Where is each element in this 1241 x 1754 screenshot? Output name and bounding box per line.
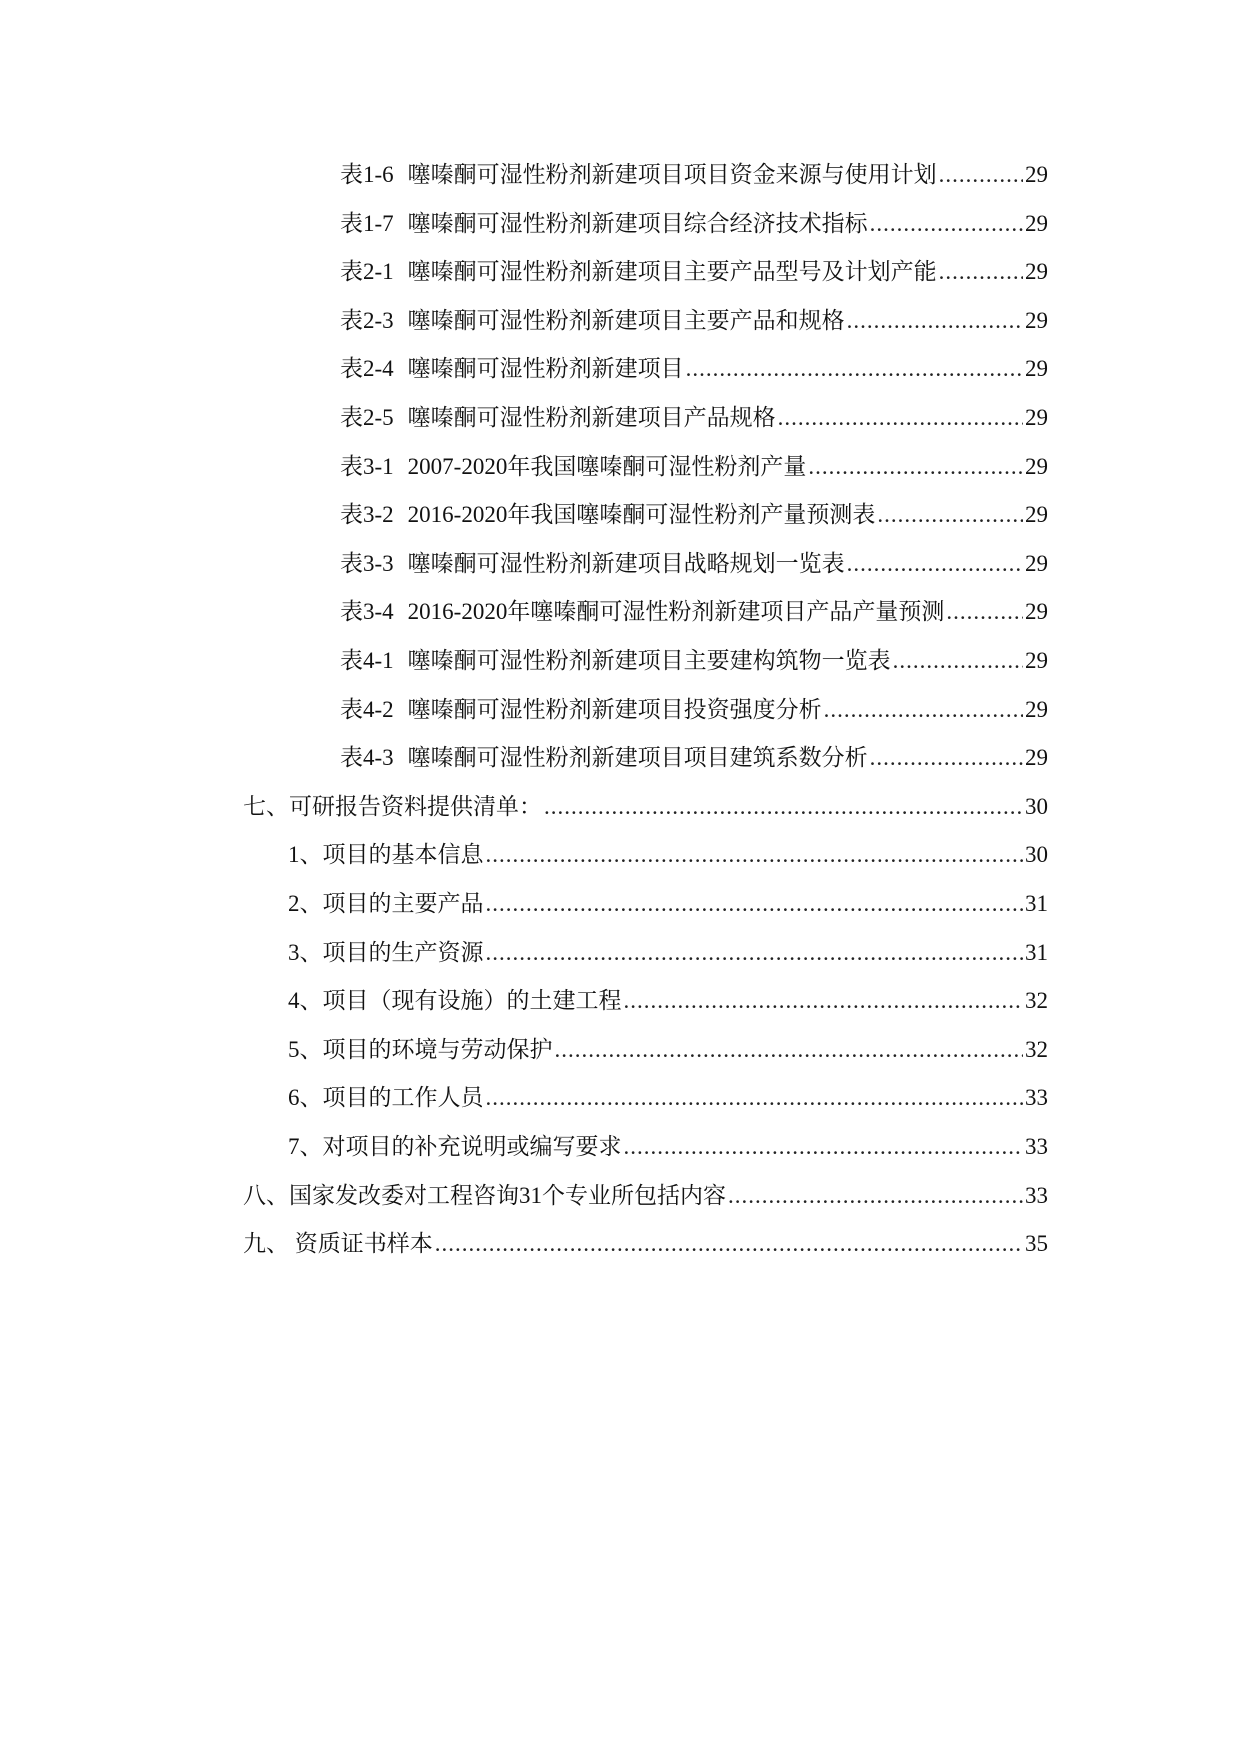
toc-dot-leader xyxy=(808,447,1023,487)
toc-entry-label xyxy=(288,1127,622,1167)
toc-entry-label xyxy=(340,690,822,730)
toc-dot-leader xyxy=(939,155,1023,195)
toc-entry-label xyxy=(288,1030,553,1070)
toc-page-number: 29 xyxy=(1025,259,1048,284)
toc-dot-leader xyxy=(877,495,1023,535)
toc-entry[interactable] xyxy=(340,204,1048,244)
toc-dot-leader xyxy=(486,884,1024,924)
toc-page-number: 33 xyxy=(1025,1183,1048,1208)
toc-dot-leader xyxy=(686,349,1023,389)
toc-entry-title: 7、对项目的补充说明或编写要求 xyxy=(288,1134,622,1159)
toc-entry-number: 表3-2 xyxy=(340,502,394,527)
toc-entry[interactable] xyxy=(288,933,1048,973)
toc-entry-label xyxy=(243,1224,433,1264)
toc-entry[interactable] xyxy=(288,981,1048,1021)
toc-entry-label xyxy=(288,933,484,973)
toc-entry-number: 表2-4 xyxy=(340,356,394,381)
toc-dot-leader xyxy=(624,981,1024,1021)
toc-entry-title: 2016-2020年噻嗪酮可湿性粉剂新建项目产品产量预测 xyxy=(407,599,945,624)
toc-entry-title: 噻嗪酮可湿性粉剂新建项目主要产品和规格 xyxy=(407,308,845,333)
toc-entry[interactable] xyxy=(288,1030,1048,1070)
toc-dot-leader xyxy=(939,252,1023,292)
toc-entry-number: 表2-3 xyxy=(340,308,394,333)
toc-entry[interactable] xyxy=(340,592,1048,632)
toc-entry[interactable] xyxy=(340,447,1048,487)
toc-entry-label xyxy=(288,981,622,1021)
toc-page-number: 29 xyxy=(1025,356,1048,381)
toc-entry-title: 九、 资质证书样本 xyxy=(243,1231,433,1256)
toc-entry-title: 3、项目的生产资源 xyxy=(288,940,484,965)
toc-dot-leader xyxy=(486,933,1024,973)
toc-dot-leader xyxy=(728,1176,1023,1216)
toc-entry-number: 表3-4 xyxy=(340,599,394,624)
toc-entry[interactable] xyxy=(340,738,1048,778)
toc-page-number: 33 xyxy=(1025,1134,1048,1159)
toc-dot-leader xyxy=(486,1078,1024,1118)
toc-entry-number: 表2-5 xyxy=(340,405,394,430)
toc-page-number: 32 xyxy=(1025,1037,1048,1062)
toc-page-number: 29 xyxy=(1025,308,1048,333)
toc-entry-label xyxy=(340,495,875,535)
toc-entry[interactable] xyxy=(340,349,1048,389)
toc-entry-label xyxy=(340,544,845,584)
toc-page-number: 30 xyxy=(1025,842,1048,867)
toc-entry-title: 噻嗪酮可湿性粉剂新建项目主要产品型号及计划产能 xyxy=(407,259,937,284)
toc-entry-number: 表1-6 xyxy=(340,162,394,187)
toc-entry-label xyxy=(340,398,776,438)
toc-entry-title: 2、项目的主要产品 xyxy=(288,891,484,916)
toc-entry[interactable] xyxy=(288,835,1048,875)
toc-dot-leader xyxy=(847,544,1023,584)
toc-entry-label xyxy=(340,738,868,778)
toc-entry-title: 噻嗪酮可湿性粉剂新建项目综合经济技术指标 xyxy=(407,211,868,236)
toc-entry-label xyxy=(340,301,845,341)
toc-dot-leader xyxy=(847,301,1023,341)
toc-entry[interactable] xyxy=(340,155,1048,195)
toc-page-number: 33 xyxy=(1025,1085,1048,1110)
toc-page-number: 29 xyxy=(1025,648,1048,673)
toc-entry-title: 噻嗪酮可湿性粉剂新建项目 xyxy=(407,356,684,381)
toc-page-number: 35 xyxy=(1025,1231,1048,1256)
toc-entry[interactable] xyxy=(340,690,1048,730)
toc-page-number: 29 xyxy=(1025,211,1048,236)
toc-entry-label xyxy=(243,1176,726,1216)
toc-dot-leader xyxy=(946,592,1023,632)
toc-entry[interactable] xyxy=(288,1078,1048,1118)
toc-entry[interactable] xyxy=(340,641,1048,681)
toc-entry-title: 噻嗪酮可湿性粉剂新建项目主要建构筑物一览表 xyxy=(407,648,891,673)
toc-entry-title: 七、可研报告资料提供清单： xyxy=(243,794,542,819)
toc-entry-number: 表4-3 xyxy=(340,745,394,770)
toc-entry-number: 表3-1 xyxy=(340,454,394,479)
toc-entry[interactable] xyxy=(340,544,1048,584)
toc-dot-leader xyxy=(555,1030,1024,1070)
toc-entry-label xyxy=(340,349,684,389)
toc-entry-label xyxy=(340,641,891,681)
toc-entry-label xyxy=(340,204,868,244)
toc-entry-label xyxy=(340,447,806,487)
toc-dot-leader xyxy=(624,1127,1024,1167)
toc-entry-title: 2007-2020年我国噻嗪酮可湿性粉剂产量 xyxy=(407,454,807,479)
toc-dot-leader xyxy=(435,1224,1023,1264)
toc-entry-title: 5、项目的环境与劳动保护 xyxy=(288,1037,553,1062)
toc-entry[interactable] xyxy=(340,495,1048,535)
toc-entry-number: 表4-1 xyxy=(340,648,394,673)
toc-entry-title: 噻嗪酮可湿性粉剂新建项目产品规格 xyxy=(407,405,776,430)
toc-page-number: 29 xyxy=(1025,162,1048,187)
toc-page-number: 31 xyxy=(1025,891,1048,916)
toc-page-number: 29 xyxy=(1025,599,1048,624)
toc-entry-label xyxy=(288,884,484,924)
toc-entry-title: 八、国家发改委对工程咨询31个专业所包括内容 xyxy=(243,1183,726,1208)
toc-entry-title: 噻嗪酮可湿性粉剂新建项目投资强度分析 xyxy=(407,697,822,722)
toc-page-number: 30 xyxy=(1025,794,1048,819)
toc-page-number: 29 xyxy=(1025,454,1048,479)
toc-entry-number: 表3-3 xyxy=(340,551,394,576)
toc-entry[interactable] xyxy=(243,1224,1048,1264)
toc-entry-label xyxy=(243,787,542,827)
toc-entry-label xyxy=(288,1078,484,1118)
toc-dot-leader xyxy=(486,835,1024,875)
toc-entry-title: 1、项目的基本信息 xyxy=(288,842,484,867)
toc-entry[interactable] xyxy=(243,1176,1048,1216)
toc-entry[interactable] xyxy=(288,884,1048,924)
toc-entry-label xyxy=(340,155,937,195)
toc-entry[interactable] xyxy=(340,398,1048,438)
toc-entry-title: 噻嗪酮可湿性粉剂新建项目项目资金来源与使用计划 xyxy=(407,162,937,187)
toc-dot-leader xyxy=(544,787,1023,827)
toc-page-number: 29 xyxy=(1025,551,1048,576)
toc-page-number: 29 xyxy=(1025,697,1048,722)
toc-entry[interactable] xyxy=(243,787,1048,827)
toc-entry[interactable] xyxy=(288,1127,1048,1167)
toc-entry-number: 表1-7 xyxy=(340,211,394,236)
toc-page-number: 29 xyxy=(1025,745,1048,770)
toc-page-number: 29 xyxy=(1025,502,1048,527)
toc-entry-title: 2016-2020年我国噻嗪酮可湿性粉剂产量预测表 xyxy=(407,502,876,527)
toc-dot-leader xyxy=(824,690,1023,730)
toc-page-number: 29 xyxy=(1025,405,1048,430)
toc-page-number: 31 xyxy=(1025,940,1048,965)
toc-entry-title: 噻嗪酮可湿性粉剂新建项目项目建筑系数分析 xyxy=(407,745,868,770)
toc-entry-number: 表4-2 xyxy=(340,697,394,722)
toc-entry[interactable] xyxy=(340,252,1048,292)
toc-entry[interactable] xyxy=(340,301,1048,341)
toc-entry-title: 6、项目的工作人员 xyxy=(288,1085,484,1110)
toc-dot-leader xyxy=(870,204,1023,244)
toc-dot-leader xyxy=(870,738,1023,778)
toc-entry-title: 噻嗪酮可湿性粉剂新建项目战略规划一览表 xyxy=(407,551,845,576)
toc-dot-leader xyxy=(893,641,1023,681)
toc-dot-leader xyxy=(778,398,1023,438)
toc-page-number: 32 xyxy=(1025,988,1048,1013)
toc-entry-number: 表2-1 xyxy=(340,259,394,284)
toc-entry-label xyxy=(340,252,937,292)
toc-entry-title: 4、项目（现有设施）的土建工程 xyxy=(288,988,622,1013)
toc-entry-label xyxy=(340,592,944,632)
toc-entry-label xyxy=(288,835,484,875)
